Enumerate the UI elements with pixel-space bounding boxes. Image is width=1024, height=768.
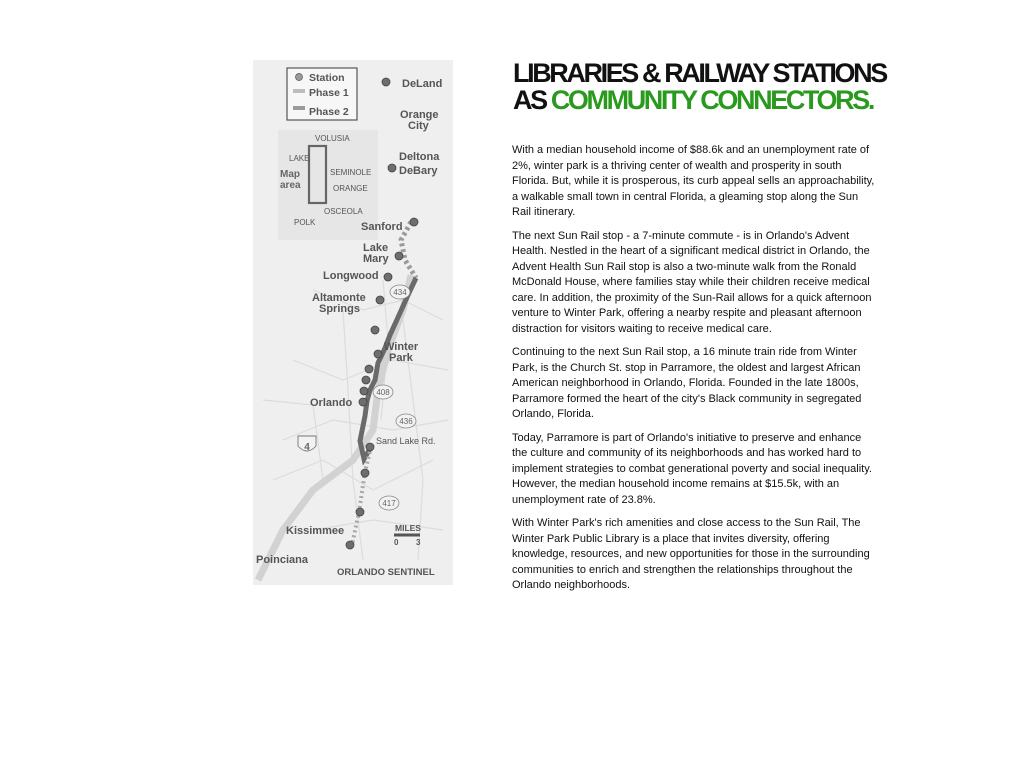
shield-417: 417 <box>382 499 396 508</box>
label-lake-mary-1: Lake <box>363 242 389 254</box>
title-highlight: COMMUNITY CONNECTORS. <box>550 85 873 115</box>
station-meadow-woods <box>361 469 369 477</box>
page-title <box>513 60 983 114</box>
title-line-2-prefix: AS <box>513 85 551 115</box>
station-deland <box>382 78 390 86</box>
station-advent-health <box>365 365 373 373</box>
label-kissimmee: Kissimmee <box>286 525 345 537</box>
label-winter-park-2: Park <box>389 352 413 364</box>
county-polk: POLK <box>294 218 316 227</box>
sunrail-map <box>253 60 453 585</box>
title-line-1: LIBRARIES & RAILWAY STATIONS <box>513 58 886 88</box>
scale-max: 3 <box>416 538 421 547</box>
label-altamonte-1: Altamonte <box>312 292 366 304</box>
station-sand-lake <box>366 443 374 451</box>
station-maitland <box>371 326 379 334</box>
shield-408: 408 <box>376 388 390 397</box>
map-area-label-1: Map <box>280 169 300 180</box>
label-debary: DeBary <box>399 165 438 177</box>
shield-436: 436 <box>399 417 413 426</box>
label-lake-mary-2: Mary <box>363 253 389 265</box>
shield-434: 434 <box>393 288 407 297</box>
label-deltona: Deltona <box>399 151 440 163</box>
station-kissimmee <box>356 508 364 516</box>
scale-zero: 0 <box>394 538 399 547</box>
station-winter-park <box>374 350 382 358</box>
station-longwood <box>384 273 392 281</box>
label-deland: DeLand <box>402 78 443 90</box>
county-volusia: VOLUSIA <box>315 134 350 143</box>
county-lake: LAKE <box>289 154 310 163</box>
label-longwood: Longwood <box>323 270 379 282</box>
map-legend <box>287 68 357 120</box>
label-altamonte-2: Springs <box>319 303 360 315</box>
label-poinciana: Poinciana <box>256 554 308 566</box>
article-body <box>512 143 877 602</box>
title-line-2 <box>513 87 983 114</box>
county-seminole: SEMINOLE <box>330 168 372 177</box>
station-church-st <box>360 387 368 395</box>
county-orange: ORANGE <box>333 184 368 193</box>
station-orlando-health <box>359 398 367 406</box>
legend-station: Station <box>309 72 345 84</box>
station-poinciana <box>346 541 354 549</box>
legend-phase1: Phase 1 <box>309 87 349 99</box>
paragraph-advent-health: The next Sun Rail stop - a 7-minute commute - is in Orlando's Advent Health. Nestled in the heart of a significant medical district in Orlando, the Advent Health Sun Rail stop is also a two-minute walk from the Ronald McDonald House, where families stay while their children receive medical care. In addition, the proximity of the Sun-Rail allows for a quick afternoon venture to Winter Park, offering a nearby respite and pleasant afternoon distraction for visitors waiting to receive medical care. <box>512 229 872 335</box>
map-credit: ORLANDO SENTINEL <box>337 567 435 578</box>
station-deltona-debary <box>388 164 396 172</box>
paragraph-library: With Winter Park's rich amenities and close access to the Sun Rail, The Winter Park Public Library is a place that invites diversity, offering knowledge, resources, and new opportunities for those in the surrounding communities to enrich and strengthen the relationships throughout the Orlando neighborhoods. <box>512 517 870 591</box>
station-lynx-central <box>362 376 370 384</box>
label-winter-park-1: Winter <box>384 341 419 353</box>
shield-i4: 4 <box>304 442 310 453</box>
label-sanford: Sanford <box>361 221 403 233</box>
label-orange-city-1: Orange <box>400 109 439 121</box>
paragraph-parramore-history: Continuing to the next Sun Rail stop, a 16 minute train ride from Winter Park, is the Church St. stop in Parramore, the oldest and largest African American neighborhood in Orlando, Florida. Founded in the late 1800s, Parramore formed the heart of the city's Black community in segregated Orlando, Florida. <box>512 346 862 420</box>
legend-phase2: Phase 2 <box>309 106 349 118</box>
label-sand-lake-rd: Sand Lake Rd. <box>376 436 436 446</box>
label-orlando: Orlando <box>310 397 353 409</box>
station-altamonte <box>376 296 384 304</box>
county-osceola: OSCEOLA <box>324 207 363 216</box>
paragraph-parramore-today: Today, Parramore is part of Orlando's initiative to preserve and enhance the culture and community of its neighborhoods and has worked hard to implement strategies to combat generational poverty and social inequality. However, the median household income remains at $15.5k, with an unemployment rate of 23.8%. <box>512 431 872 506</box>
map-area-label-2: area <box>280 180 301 191</box>
paragraph-income: With a median household income of $88.6k and an unemployment rate of 2%, winter park is a thriving center of wealth and prosperity in south Florida. But, while it is prosperous, its curb appeal sells an approachability, a walkable small town in central Florida, a gleaming stop along the Sun Rail itinerary. <box>512 144 875 218</box>
label-orange-city-2: City <box>408 120 429 132</box>
station-sanford <box>410 218 418 226</box>
station-lake-mary <box>395 252 403 260</box>
scale-label: MILES <box>395 523 421 533</box>
